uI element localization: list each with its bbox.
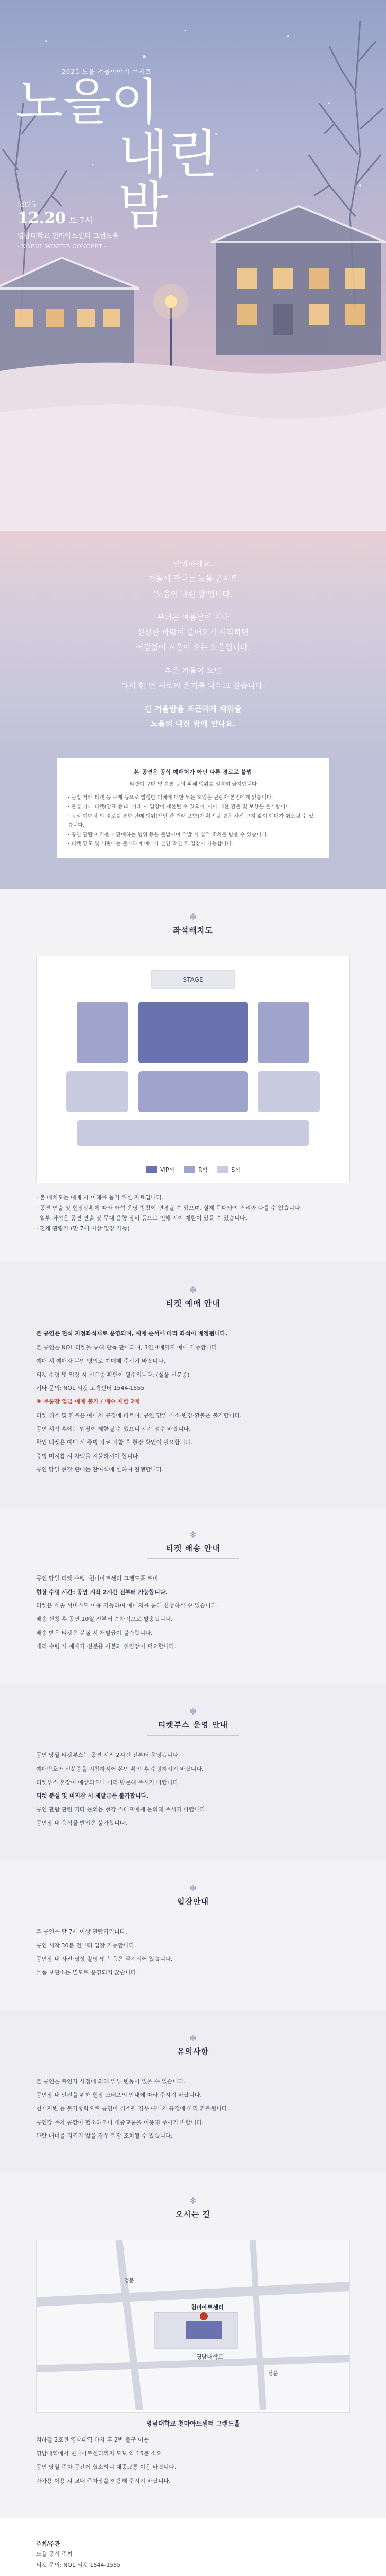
seat-map-diagram [46, 965, 340, 1156]
hero-title-line2: 내린 밤 [118, 124, 218, 236]
intro-line: 긴 겨울밤을 포근하게 채워줄 [144, 704, 242, 714]
delivery-body [36, 1573, 350, 1652]
booth-body [36, 1750, 350, 1828]
caution-heading [36, 2033, 350, 2062]
intro-line: 추운 겨울이 오면 [164, 666, 222, 675]
intro-line: 무더운 여름날이 지나 [157, 612, 229, 622]
entry-section [0, 1860, 386, 2010]
entry-para: 본 공연은 만 7세 이상 관람가입니다. [36, 1928, 127, 1936]
divider [147, 1735, 239, 1736]
ticket-heading [36, 1285, 350, 1314]
footer-line: 노을 공식 주최 [36, 2551, 73, 2558]
snowflake-icon: ❄ [189, 2196, 197, 2207]
intro-line: '노을이 내린 밤'입니다. [153, 589, 233, 599]
seat-title: 좌석배치도 [173, 926, 213, 936]
map-label: 천마아트센터 [191, 2304, 224, 2311]
ticket-para: 예매 시 예매자 본인 명의로 예매해 주시기 바랍니다. [36, 1358, 166, 1365]
notice-item: · 불법 거래 티켓 등 구매 등으로 발생한 피해에 대한 모든 책임은 관람자 본인에게 있습니다. [68, 793, 318, 803]
ticket-body [36, 1329, 350, 1475]
notice-subtitle: 티켓이 구매 및 유통 등의 피해 행위를 엄격히 금지합니다 [129, 782, 257, 788]
intro-para-3 [0, 664, 386, 694]
caution-para: 관람 매너를 지키지 않을 경우 퇴장 조치될 수 있습니다. [36, 2132, 173, 2140]
caution-body [36, 2077, 350, 2142]
booth-bold: 티켓 분실 및 미지참 시 재발급은 불가합니다. [36, 1792, 149, 1800]
ticket-para: 할인 티켓은 예매 시 증빙 자료 지참 후 현장 확인이 필요합니다. [36, 1439, 193, 1446]
booth-para: 공연 당일 티켓부스는 공연 시작 2시간 전부터 운영됩니다. [36, 1752, 180, 1759]
hero-etc: · NOEUL WINTER CONCERT · [17, 243, 107, 250]
booth-section [0, 1684, 386, 1860]
legend-label: R석 [198, 1166, 208, 1174]
hero-venue: 영남대학교 천마아트센터 그랜드홀 [17, 232, 119, 240]
map-caption: 영남대학교 천마아트센터 그랜드홀 [146, 2420, 240, 2428]
hero-date-block [17, 201, 119, 250]
map-title: 오시는 길 [175, 2210, 211, 2219]
delivery-title: 티켓 배송 안내 [166, 1544, 220, 1553]
snowflake-icon: ❄ [189, 1530, 197, 1541]
caution-para: 본 공연은 출연자 사정에 의해 일부 변동이 있을 수 있습니다. [36, 2078, 185, 2085]
snowflake-icon: ❄ [189, 2032, 197, 2044]
hero-banner [0, 0, 386, 531]
ticket-title: 티켓 예매 안내 [166, 1299, 220, 1309]
map-heading [36, 2196, 350, 2225]
legend-vip [146, 1165, 174, 1174]
seat-legend [46, 1165, 340, 1174]
notice-title: 본 공연은 공식 예매처가 아닌 다른 경로로 불법 [134, 768, 252, 775]
floor-seats [66, 1002, 320, 1146]
stage-label: STAGE [183, 976, 203, 984]
venue-marker [186, 2321, 222, 2339]
caution-para: 천재지변 등 불가항력으로 공연이 취소될 경우 예매처 규정에 따라 환불됩니다. [36, 2105, 229, 2112]
delivery-para: 공연 당일 티켓 수령: 천마아트센터 그랜드홀 로비 [36, 1575, 159, 1582]
map-section [0, 2173, 386, 2518]
delivery-para: 대리 수령 시 예매자 신분증 사본과 위임장이 필요합니다. [36, 1642, 177, 1650]
footer-line: 티켓 문의: NOL 티켓 1544-1555 [36, 2561, 121, 2568]
entry-para: 공연 시작 30분 전부터 입장 가능합니다. [36, 1942, 136, 1949]
location-map[interactable] [36, 2240, 350, 2413]
entry-body [36, 1927, 350, 1978]
map-para: 자가용 이용 시 교내 주차장을 이용해 주시기 바랍니다. [36, 2477, 171, 2484]
illegal-ticket-notice [57, 758, 329, 859]
map-para: 공연 당일 주차 공간이 협소하니 대중교통 이용 바랍니다. [36, 2464, 177, 2471]
booth-para: 예매번호와 신분증을 지참하시어 본인 확인 후 수령하시기 바랍니다. [36, 1765, 204, 1772]
ticket-para: 본 공연은 NOL 티켓을 통해 단독 판매되며, 1인 4매까지 예매 가능합니다. [36, 1344, 219, 1351]
delivery-para: 티켓은 배송 서비스도 이용 가능하며 예매처를 통해 신청하실 수 있습니다. [36, 1602, 218, 1609]
intro-line: 어김없이 겨울이 오는 노을입니다. [136, 642, 250, 652]
divider [147, 1558, 239, 1559]
entry-title: 입장안내 [177, 1897, 209, 1907]
booth-heading [36, 1706, 350, 1736]
caution-section [0, 2010, 386, 2174]
notice-item: · 공연 관람 자격을 재판매하는 행위 등은 불법이며 적발 시 법적 조치를 받을 수 있습니다. [68, 831, 318, 840]
booth-para: 티켓부스 혼잡이 예상되오니 미리 방문해 주시기 바랍니다. [36, 1779, 180, 1786]
notice-item: · 공식 예매처 외 경로를 통한 판매 행위(개인 간 거래 포함)가 확인될 경우 사전 고지 없이 예매가 취소될 수 있습니다. [68, 812, 318, 831]
entry-para: 공연장 내 사진·영상 촬영 및 녹음은 금지되어 있습니다. [36, 1956, 173, 1963]
intro-para-1 [0, 556, 386, 602]
snowflake-icon: ❄ [189, 1285, 197, 1296]
ticket-para: 공연 시작 후에는 입장이 제한될 수 있으니 시간 엄수 바랍니다. [36, 1425, 191, 1432]
intro-message [0, 531, 386, 758]
ticket-para: 티켓 취소 및 환불은 예매처 규정에 따르며, 공연 당일 취소·변경·환불은 불가합니다. [36, 1412, 242, 1419]
seat-section [0, 889, 386, 1262]
intro-para-2 [0, 610, 386, 655]
hero-year: 2025 [17, 201, 36, 209]
ticket-para: 증빙 미지참 시 차액을 지불하셔야 합니다. [36, 1452, 140, 1460]
legend-swatch [184, 1166, 195, 1173]
ticket-warning: ※ 무통장 입금 예매 불가 / 매수 제한 2매 [36, 1398, 140, 1405]
entry-heading [36, 1883, 350, 1912]
map-para: 지하철 2호선 영남대역 하차 후 2번 출구 이용 [36, 2436, 149, 2444]
footer-org [36, 2539, 350, 2570]
map-label: 영남대학교 [196, 2353, 224, 2361]
seat-note: · 일부 좌석은 공연 연출 및 무대 음향 장비 등으로 인해 시야 제한이 있을 수 있습니다. [36, 1213, 350, 1224]
delivery-para: 현장 수령 시간: 공연 시작 2시간 전부터 가능합니다. [36, 1588, 168, 1596]
notice-list [68, 793, 318, 849]
intro-para-4 [0, 702, 386, 732]
legend-s [217, 1165, 240, 1174]
ticket-section [0, 1262, 386, 1507]
hero-weekday: 토 7시 [68, 215, 93, 225]
intro-line: 다시 한 번 서로의 온기를 나누고 싶습니다. [121, 681, 265, 690]
ticket-para: 티켓 수령 및 입장 시 신분증 확인이 필수입니다. (실물 신분증) [36, 1371, 190, 1378]
intro-line: 안녕하세요. [173, 559, 213, 568]
snowflake-icon: ❄ [189, 1706, 197, 1718]
seat-note: · 공연 연출 및 현장상황에 따라 좌석 운영 방침이 변경될 수 있으며, 실제 무대와의 거리와 다를 수 있습니다. [36, 1203, 350, 1213]
booth-para: 공연 관람 관련 기타 문의는 현장 스태프에게 문의해 주시기 바랍니다. [36, 1806, 207, 1813]
notice-item: · 티켓 양도 및 재판매는 불가하며 예매자 본인 확인 후 입장이 가능합니다. [68, 840, 318, 849]
legend-r [184, 1165, 207, 1174]
delivery-heading [36, 1530, 350, 1559]
snowflake-icon: ❄ [189, 1883, 197, 1894]
seat-notes [36, 1193, 350, 1233]
map-label: 정문 [124, 2278, 134, 2284]
ticket-para: 본 공연은 전석 지정좌석제로 운영되며, 예매 순서에 따라 좌석이 배정됩니다. [36, 1330, 228, 1337]
footer-title: 주최/주관 [36, 2540, 60, 2547]
hero-title-line1: 노을이 [15, 73, 159, 131]
intro-line: 노을의 내린 밤에 만나요. [150, 719, 236, 729]
hero-subtitle: 2025 노을 겨울이야기 콘서트 [62, 68, 152, 75]
notice-item: · 불법 거래 티켓(암표 등)의 거래 시 입장이 제한될 수 있으며, 이에 대한 환불 및 보상은 불가합니다. [68, 803, 318, 812]
seat-note: · 본 배치도는 예매 시 이해를 돕기 위한 자료입니다. [36, 1193, 350, 1203]
map-drawing [37, 2240, 349, 2410]
map-label: 남문 [268, 2371, 278, 2377]
entry-para: 물품 보관소는 별도로 운영되지 않습니다. [36, 1969, 138, 1976]
intro-line: 선선한 바람이 불어오기 시작하면 [137, 628, 249, 637]
seat-map [36, 956, 350, 1183]
caution-para: 공연장 주차 공간이 협소하오니 대중교통을 이용해 주시기 바랍니다. [36, 2119, 204, 2126]
hero-day [17, 209, 119, 227]
legend-swatch [146, 1166, 157, 1173]
ticket-para: 기타 문의: NOL 티켓 고객센터 1544-1555 [36, 1384, 145, 1392]
notice-wrapper [0, 758, 386, 890]
legend-swatch [217, 1166, 228, 1173]
delivery-para: 배송 받은 티켓은 분실 시 재발급이 불가합니다. [36, 1629, 153, 1636]
snowflake-icon: ❄ [189, 912, 197, 923]
ticket-para: 공연 당일 현장 판매는 잔여석에 한하여 진행합니다. [36, 1466, 164, 1473]
location-pin-icon [200, 2312, 208, 2320]
seat-heading [36, 912, 350, 941]
booth-para: 공연장 내 음식물 반입은 불가합니다. [36, 1820, 127, 1827]
booth-title: 티켓부스 운영 안내 [157, 1720, 229, 1730]
caution-para: 공연장 내 안전을 위해 현장 스태프의 안내에 따라 주시기 바랍니다. [36, 2092, 202, 2099]
legend-label: S석 [231, 1166, 240, 1174]
delivery-section [0, 1507, 386, 1684]
map-body [36, 2435, 350, 2486]
footer-info [0, 2518, 386, 2576]
seat-note: · 전체 관람가 (만 7세 이상 입장 가능) [36, 1224, 350, 1234]
legend-label: VIP석 [160, 1166, 175, 1174]
caution-title: 유의사항 [177, 2046, 209, 2056]
intro-line: 겨울에 만나는 노을 콘서트 [148, 574, 238, 584]
hero-day-value: 12.20 [17, 209, 66, 227]
map-para: 영남대역에서 천마아트센터까지 도보 약 15분 소요 [36, 2450, 162, 2457]
delivery-para: 배송 신청 후 공연 10일 전부터 순차적으로 발송됩니다. [36, 1616, 173, 1623]
